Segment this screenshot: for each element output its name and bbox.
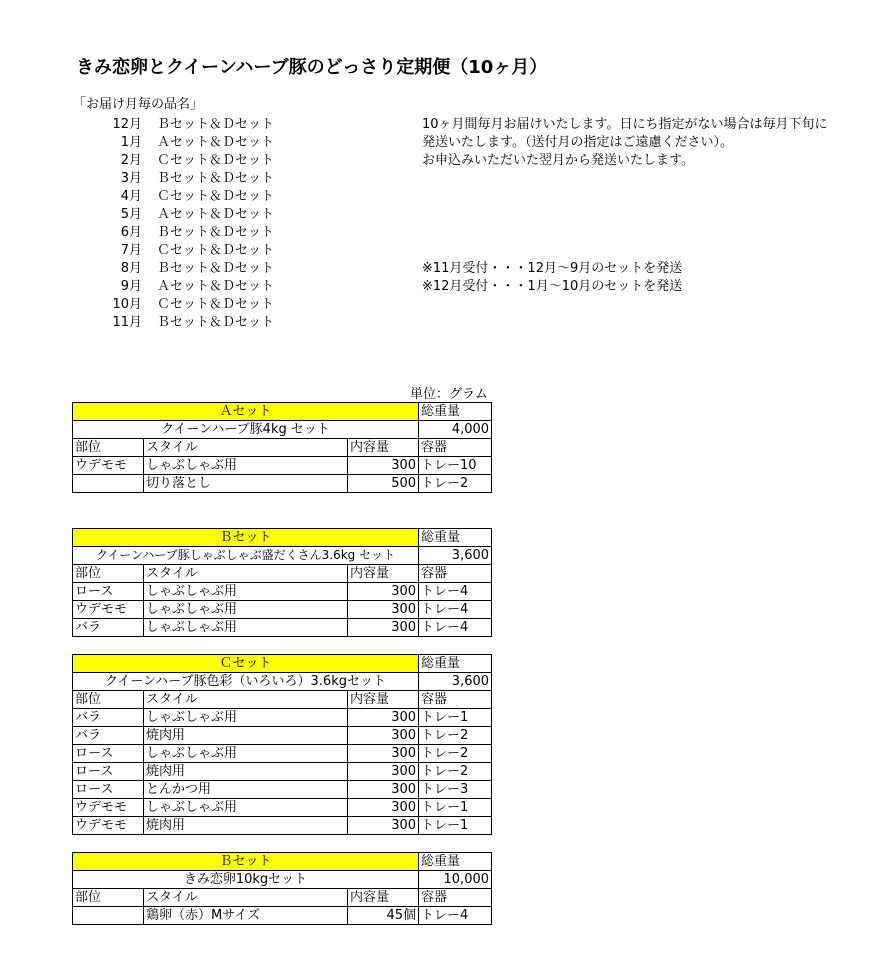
container-cell: トレー2 [419, 763, 492, 781]
part-cell: バラ [73, 619, 144, 637]
table-row [73, 817, 492, 835]
product-name: きみ恋卵10kgセット [73, 871, 419, 889]
style-cell: しゃぶしゃぶ用 [144, 601, 348, 619]
amount-cell: 300 [348, 709, 419, 727]
schedule-month: 5月 [120, 207, 142, 222]
order-note: ※11月受付・・・12月～9月のセットを発送 [422, 261, 683, 276]
schedule-month: 10月 [112, 297, 142, 312]
schedule-month: 7月 [120, 243, 142, 258]
schedule-set: Ｂセット＆Ｄセット [157, 261, 275, 276]
set-name: Ｂセット [73, 529, 419, 547]
part-cell [73, 907, 144, 925]
schedule-heading: 「お届け月毎の品名」 [73, 97, 204, 112]
schedule-set: Ｂセット＆Ｄセット [157, 225, 275, 240]
container-cell: トレー1 [419, 817, 492, 835]
part-cell: ロース [73, 781, 144, 799]
schedule-set: Ａセット＆Ｄセット [157, 135, 275, 150]
table-row [73, 763, 492, 781]
schedule-month: 2月 [120, 153, 142, 168]
page-title: きみ恋卵とクイーンハーブ豚のどっさり定期便（10ヶ月） [76, 57, 548, 78]
container-cell: トレー4 [419, 619, 492, 637]
style-cell: 鶏卵（赤）Mサイズ [144, 907, 348, 925]
part-cell: バラ [73, 709, 144, 727]
part-header: 部位 [73, 691, 144, 709]
amount-cell: 300 [348, 457, 419, 475]
schedule-set: Ｂセット＆Ｄセット [157, 117, 275, 132]
total-weight-label: 総重量 [419, 529, 492, 547]
container-cell: トレー3 [419, 781, 492, 799]
set-d-table [72, 852, 492, 925]
table-row [73, 781, 492, 799]
style-cell: 焼肉用 [144, 817, 348, 835]
container-header: 容器 [419, 565, 492, 583]
schedule-month: 11月 [112, 315, 142, 330]
schedule-month: 12月 [112, 117, 142, 132]
style-cell: 焼肉用 [144, 727, 348, 745]
style-header: スタイル [144, 889, 348, 907]
part-cell: ウデモモ [73, 601, 144, 619]
style-cell: 切り落とし [144, 475, 348, 493]
total-weight-label: 総重量 [419, 403, 492, 421]
schedule-month: 3月 [120, 171, 142, 186]
container-header: 容器 [419, 691, 492, 709]
schedule-month: 4月 [120, 189, 142, 204]
table-row [73, 907, 492, 925]
table-row [73, 799, 492, 817]
total-weight-value: 3,600 [419, 547, 492, 565]
total-weight-label: 総重量 [419, 655, 492, 673]
amount-cell: 300 [348, 817, 419, 835]
schedule-month: 6月 [120, 225, 142, 240]
style-cell: しゃぶしゃぶ用 [144, 457, 348, 475]
container-cell: トレー4 [419, 907, 492, 925]
part-header: 部位 [73, 565, 144, 583]
part-cell: ウデモモ [73, 817, 144, 835]
amount-cell: 300 [348, 799, 419, 817]
schedule-set: Ａセット＆Ｄセット [157, 207, 275, 222]
table-row [73, 709, 492, 727]
product-name: クイーンハーブ豚しゃぶしゃぶ盛だくさん3.6kg セット [73, 547, 419, 565]
part-cell: ウデモモ [73, 799, 144, 817]
total-weight-label: 総重量 [419, 853, 492, 871]
part-cell: ロース [73, 763, 144, 781]
table-row [73, 457, 492, 475]
container-header: 容器 [419, 439, 492, 457]
part-cell: ロース [73, 745, 144, 763]
total-weight-value: 4,000 [419, 421, 492, 439]
table-row [73, 601, 492, 619]
part-cell [73, 475, 144, 493]
table-row [73, 727, 492, 745]
schedule-month: 9月 [120, 279, 142, 294]
part-cell: ウデモモ [73, 457, 144, 475]
style-cell: しゃぶしゃぶ用 [144, 583, 348, 601]
table-row [73, 475, 492, 493]
style-cell: しゃぶしゃぶ用 [144, 745, 348, 763]
part-header: 部位 [73, 439, 144, 457]
set-a-table [72, 402, 492, 493]
part-cell: バラ [73, 727, 144, 745]
delivery-note: 発送いたします。（送付月の指定はご遠慮ください）。 [422, 135, 733, 150]
part-header: 部位 [73, 889, 144, 907]
amount-cell: 300 [348, 781, 419, 799]
order-note: ※12月受付・・・1月～10月のセットを発送 [422, 279, 683, 294]
schedule-set: Ｃセット＆Ｄセット [157, 153, 275, 168]
container-cell: トレー2 [419, 745, 492, 763]
schedule-month: 1月 [120, 135, 142, 150]
amount-cell: 300 [348, 583, 419, 601]
table-row [73, 583, 492, 601]
set-name: Ａセット [73, 403, 419, 421]
schedule-set: Ｂセット＆Ｄセット [157, 315, 275, 330]
amount-cell: 300 [348, 763, 419, 781]
table-row [73, 745, 492, 763]
table-row [73, 619, 492, 637]
part-cell: ロース [73, 583, 144, 601]
container-cell: トレー1 [419, 799, 492, 817]
container-cell: トレー4 [419, 601, 492, 619]
total-weight-value: 10,000 [419, 871, 492, 889]
delivery-note: 10ヶ月間毎月お届けいたします。日にち指定がない場合は毎月下旬に [422, 117, 828, 132]
set-name: Ｃセット [73, 655, 419, 673]
schedule-set: Ｃセット＆Ｄセット [157, 189, 275, 204]
amount-cell: 500 [348, 475, 419, 493]
schedule-set: Ｃセット＆Ｄセット [157, 297, 275, 312]
container-header: 容器 [419, 889, 492, 907]
amount-cell: 300 [348, 601, 419, 619]
content-header: 内容量 [348, 889, 419, 907]
amount-cell: 45個 [348, 907, 419, 925]
container-cell: トレー10 [419, 457, 492, 475]
container-cell: トレー2 [419, 727, 492, 745]
unit-label: 単位：グラム [410, 387, 488, 402]
content-header: 内容量 [348, 439, 419, 457]
style-cell: 焼肉用 [144, 763, 348, 781]
total-weight-value: 3,600 [419, 673, 492, 691]
style-cell: しゃぶしゃぶ用 [144, 709, 348, 727]
content-header: 内容量 [348, 565, 419, 583]
product-name: クイーンハーブ豚色彩（いろいろ）3.6kgセット [73, 673, 419, 691]
set-c-table [72, 654, 492, 835]
style-header: スタイル [144, 439, 348, 457]
style-cell: とんかつ用 [144, 781, 348, 799]
schedule-set: Ｂセット＆Ｄセット [157, 171, 275, 186]
style-cell: しゃぶしゃぶ用 [144, 799, 348, 817]
container-cell: トレー2 [419, 475, 492, 493]
schedule-set: Ｃセット＆Ｄセット [157, 243, 275, 258]
schedule-set: Ａセット＆Ｄセット [157, 279, 275, 294]
style-header: スタイル [144, 691, 348, 709]
set-b-table [72, 528, 492, 637]
product-name: クイーンハーブ豚4kg セット [73, 421, 419, 439]
amount-cell: 300 [348, 619, 419, 637]
container-cell: トレー4 [419, 583, 492, 601]
amount-cell: 300 [348, 727, 419, 745]
schedule-month: 8月 [120, 261, 142, 276]
content-header: 内容量 [348, 691, 419, 709]
set-name: Ｂセット [73, 853, 419, 871]
style-cell: しゃぶしゃぶ用 [144, 619, 348, 637]
style-header: スタイル [144, 565, 348, 583]
delivery-note: お申込みいただいた翌月から発送いたします。 [422, 153, 694, 168]
container-cell: トレー1 [419, 709, 492, 727]
amount-cell: 300 [348, 745, 419, 763]
